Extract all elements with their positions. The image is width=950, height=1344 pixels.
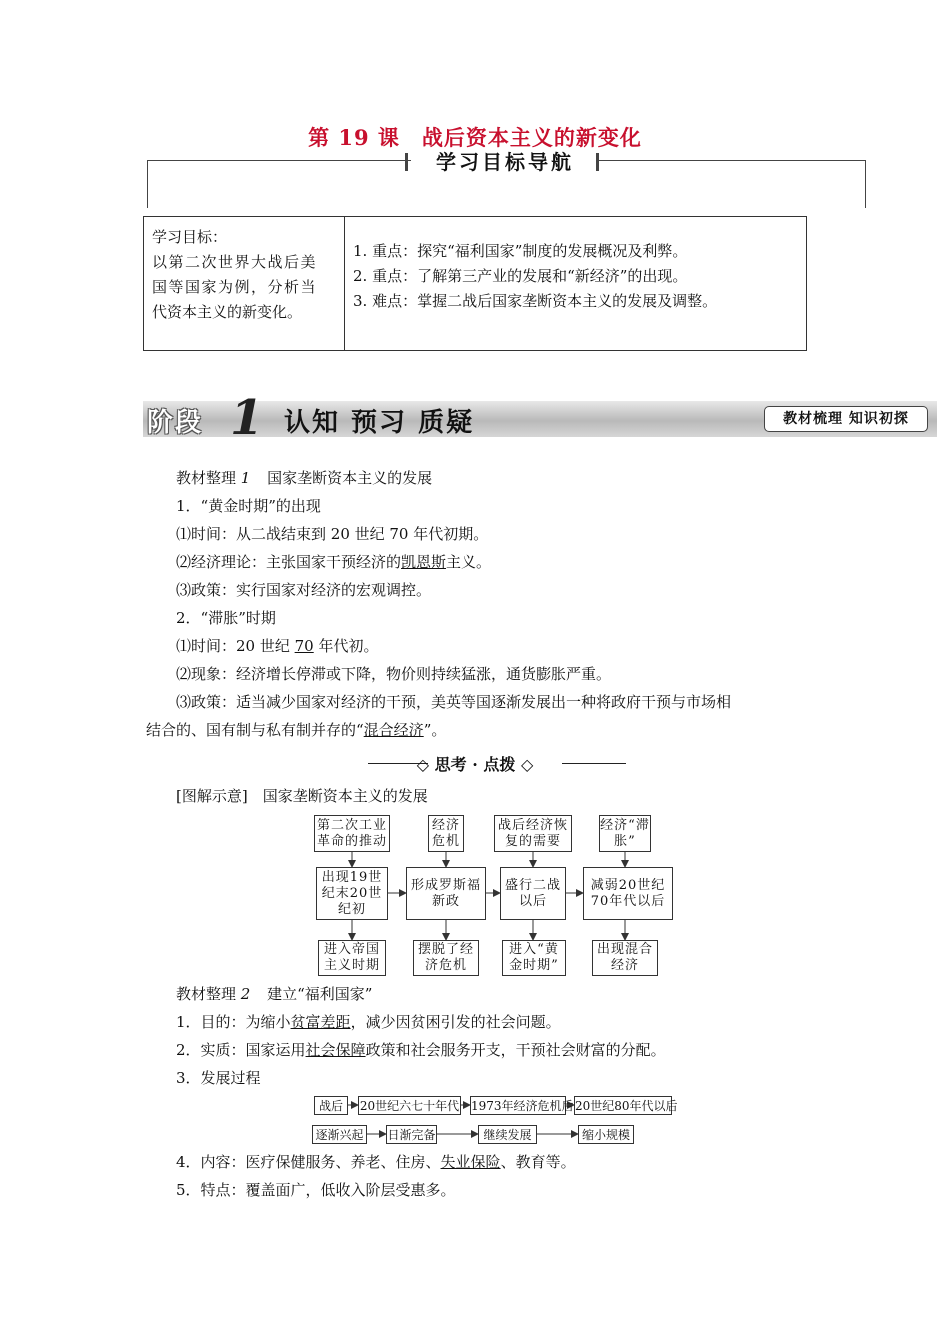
goal-item: 1. 重点：探究“福利国家”制度的发展概况及利弊。 xyxy=(353,242,688,260)
goal-item: 3. 难点：掌握二战后国家垄断资本主义的发展及调整。 xyxy=(353,292,718,310)
diagram1-bottom-box: 出现混合经济 xyxy=(592,940,658,976)
think-title: ◇ 思考 · 点拨 ◇ xyxy=(416,755,534,774)
diamond-icon: ◇ xyxy=(520,755,534,774)
section1-item: 结合的、国有制与私有制并存的“混合经济”。 xyxy=(146,721,447,739)
diagram1-middle-box: 形成罗斯福新政 xyxy=(406,867,486,920)
section2-item: 5．特点：覆盖面广，低收入阶层受惠多。 xyxy=(176,1181,456,1199)
diagram1-middle-box: 减弱20世纪70年代以后 xyxy=(583,867,673,920)
section2-item: 3．发展过程 xyxy=(176,1069,261,1087)
section1-heading: 教材整理 1 国家垄断资本主义的发展 xyxy=(176,469,433,487)
diagram1-bottom-box: 进入“黄金时期” xyxy=(502,940,566,976)
goals-left-line: 以第二次世界大战后美 xyxy=(152,253,318,271)
diagram2-period-box: 战后 xyxy=(314,1096,348,1115)
goals-left-line: 学习目标： xyxy=(152,228,228,246)
section2-heading: 教材整理 2 建立“福利国家” xyxy=(176,985,373,1003)
diagram2-stage-box: 继续发展 xyxy=(478,1125,537,1144)
diagram2-period-box: 20世纪六七十年代 xyxy=(358,1096,461,1115)
diamond-icon: ◇ xyxy=(416,755,430,774)
diagram1-caption: [图解示意] 国家垄断资本主义的发展 xyxy=(176,787,428,805)
diagram1-bottom-box: 进入帝国主义时期 xyxy=(318,940,386,976)
section1-item: ⑶政策：实行国家对经济的宏观调控。 xyxy=(176,581,432,599)
goals-left-line: 国等国家为例，分析当 xyxy=(152,278,318,296)
section1-item: ⑶政策：适当减少国家对经济的干预，美英等国逐渐发展出一种将政府干预与市场相 xyxy=(176,693,732,711)
diagram1-top-box: 战后经济恢复的需要 xyxy=(494,815,572,852)
page-title: 第 19 课 战后资本主义的新变化 xyxy=(308,125,642,150)
diagram1-middle-box: 盛行二战以后 xyxy=(500,867,566,920)
stage-heading: 认知 预习 质疑 xyxy=(284,408,475,438)
nav-title: 学习目标导航 xyxy=(436,150,574,174)
section2-item: 4．内容：医疗保健服务、养老、住房、失业保险、教育等。 xyxy=(176,1153,576,1171)
diagram1-top-box: 经济危机 xyxy=(428,815,464,852)
diagram1-middle-box: 出现19世纪末20世纪初 xyxy=(316,867,388,920)
section2-item: 2．实质：国家运用社会保障政策和社会服务开支，干预社会财富的分配。 xyxy=(176,1041,666,1059)
section1-item: ⑴时间：从二战结束到 20 世纪 70 年代初期。 xyxy=(176,525,489,543)
section2-item: 1．目的：为缩小贫富差距，减少因贫困引发的社会问题。 xyxy=(176,1013,561,1031)
stage-word: 阶段 xyxy=(147,408,204,438)
stage-number: 1 xyxy=(230,390,264,446)
diagram2-stage-box: 缩小规模 xyxy=(578,1125,634,1144)
section1-item: ⑴时间：20 世纪 70 年代初。 xyxy=(176,637,379,655)
diagram1-top-box: 经济“滞胀” xyxy=(599,815,651,852)
section1-item: 1．“黄金时期”的出现 xyxy=(176,497,321,515)
diagram1-top-box: 第二次工业革命的推动 xyxy=(314,815,390,852)
stage-tag: 教材梳理 知识初探 xyxy=(764,406,928,432)
section1-item: ⑵现象：经济增长停滞或下降，物价则持续猛涨，通货膨胀严重。 xyxy=(176,665,612,683)
goals-left-line: 代资本主义的新变化。 xyxy=(152,303,303,321)
goal-item: 2. 重点：了解第三产业的发展和“新经济”的出现。 xyxy=(353,267,688,285)
diagram1-bottom-box: 摆脱了经济危机 xyxy=(413,940,479,976)
diagram2-period-box: 20世纪80年代以后 xyxy=(574,1096,672,1115)
diagram2-stage-box: 日渐完备 xyxy=(386,1125,437,1144)
diagram2-stage-box: 逐渐兴起 xyxy=(312,1125,367,1144)
section1-item: ⑵经济理论：主张国家干预经济的凯恩斯主义。 xyxy=(176,553,492,571)
section1-item: 2．“滞胀”时期 xyxy=(176,609,276,627)
diagram2-period-box: 1973年经济危机后 xyxy=(470,1096,566,1115)
